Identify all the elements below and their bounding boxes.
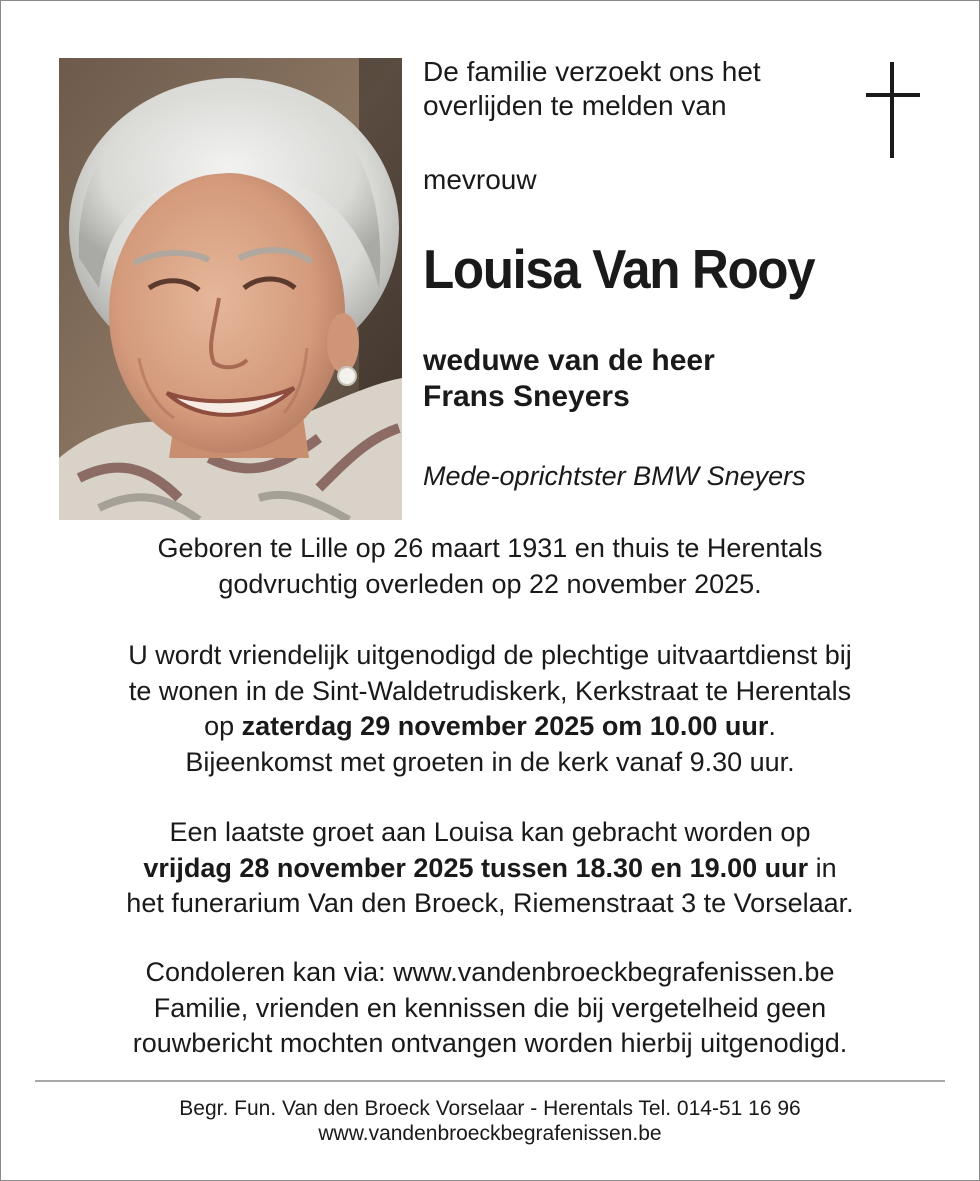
role-text: Mede-oprichtster BMW Sneyers (423, 461, 806, 491)
deceased-name: Louisa Van Rooy (423, 238, 815, 300)
paragraph-line: Familie, vrienden en kennissen die bij vergetelheid geen (153, 992, 827, 1023)
paragraph-line: U wordt vriendelijk uitgenodigd de plechtige uitvaartdienst bij (128, 640, 852, 670)
condolences-paragraph (40, 955, 940, 1062)
latin-cross-icon (862, 60, 924, 160)
paragraph-line: het funerarium Van den Broeck, Riemenstraat 3 te Vorselaar. (126, 888, 854, 918)
funeral-home-website[interactable]: www.vandenbroeckbegrafenissen.be (318, 1122, 662, 1145)
service-paragraph (40, 638, 940, 780)
spouse-info (423, 343, 715, 415)
farewell-paragraph (40, 815, 940, 922)
funeral-home-info: Begr. Fun. Van den Broeck Vorselaar - Herentals Tel. 014-51 16 96 (179, 1097, 801, 1120)
paragraph-line: godvruchtig overleden op 22 november 2025. (218, 568, 762, 599)
portrait-illustration (59, 58, 402, 520)
footer (40, 1096, 940, 1146)
paragraph-line: Geboren te Lille op 26 maart 1931 en thuis te Herentals (157, 533, 823, 563)
service-date-suffix: . (768, 711, 776, 741)
birth-death-paragraph (40, 531, 940, 602)
paragraph-line: Bijeenkomst met groeten in de kerk vanaf 9.30 uur. (185, 746, 795, 777)
farewell-date: vrijdag 28 november 2025 tussen 18.30 en 19.00 uur (143, 852, 809, 883)
portrait-photo (59, 58, 402, 520)
paragraph-line: te wonen in de Sint-Waldetrudiskerk, Kerkstraat te Herentals (128, 675, 852, 706)
spouse-line: weduwe van de heer (423, 344, 715, 377)
paragraph-line (40, 851, 940, 887)
service-date: zaterdag 29 november 2025 om 10.00 uur (241, 711, 769, 741)
intro-line: overlijden te melden van (423, 90, 727, 121)
paragraph-line (40, 709, 940, 745)
paragraph-line: rouwbericht mochten ontvangen worden hierbij uitgenodigd. (132, 1028, 848, 1058)
divider (35, 1080, 945, 1082)
paragraph-line: Een laatste groet aan Louisa kan gebracht worden op (169, 817, 811, 847)
farewell-suffix: in (808, 852, 837, 883)
intro-line: De familie verzoekt ons het (423, 56, 761, 87)
honorific: mevrouw (423, 164, 537, 195)
service-date-prefix: op (204, 711, 242, 741)
condolences-link[interactable]: Condoleren kan via: www.vandenbroeckbegrafenissen.be (145, 957, 835, 987)
intro-text (423, 55, 843, 123)
spouse-name: Frans Sneyers (423, 380, 630, 413)
